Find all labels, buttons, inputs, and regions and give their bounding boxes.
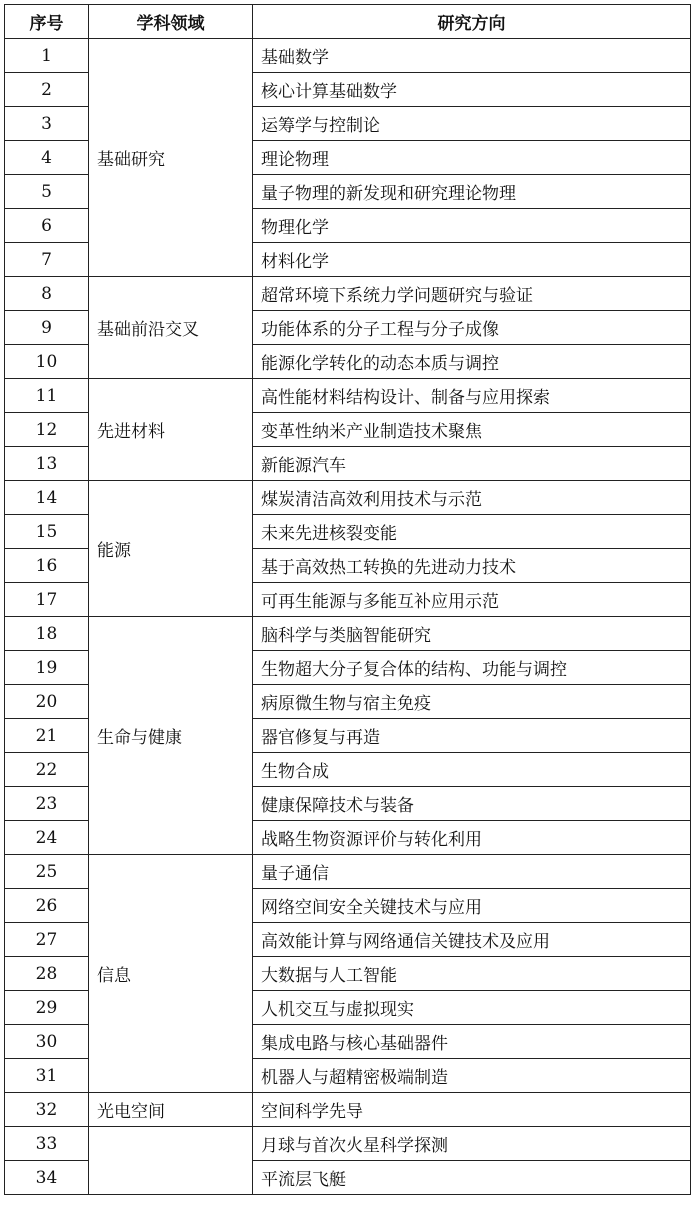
field-cell <box>89 1127 253 1195</box>
field-cell: 光电空间 <box>89 1093 253 1127</box>
research-directions-table <box>4 4 691 1195</box>
research-table-container <box>4 4 690 1195</box>
row-index-cell: 30 <box>5 1025 89 1059</box>
table-row <box>5 1093 691 1127</box>
direction-cell: 可再生能源与多能互补应用示范 <box>253 583 691 617</box>
direction-cell: 理论物理 <box>253 141 691 175</box>
row-index-cell: 11 <box>5 379 89 413</box>
table-row <box>5 39 691 73</box>
row-index-cell: 1 <box>5 39 89 73</box>
row-index-cell: 16 <box>5 549 89 583</box>
direction-cell: 运筹学与控制论 <box>253 107 691 141</box>
header-field: 学科领域 <box>89 5 253 39</box>
direction-cell: 生物超大分子复合体的结构、功能与调控 <box>253 651 691 685</box>
row-index-cell: 34 <box>5 1161 89 1195</box>
direction-cell: 高效能计算与网络通信关键技术及应用 <box>253 923 691 957</box>
direction-cell: 网络空间安全关键技术与应用 <box>253 889 691 923</box>
direction-cell: 脑科学与类脑智能研究 <box>253 617 691 651</box>
direction-cell: 平流层飞艇 <box>253 1161 691 1195</box>
direction-cell: 生物合成 <box>253 753 691 787</box>
field-cell: 生命与健康 <box>89 617 253 855</box>
direction-cell: 战略生物资源评价与转化利用 <box>253 821 691 855</box>
row-index-cell: 9 <box>5 311 89 345</box>
direction-cell: 超常环境下系统力学问题研究与验证 <box>253 277 691 311</box>
direction-cell: 大数据与人工智能 <box>253 957 691 991</box>
direction-cell: 基于高效热工转换的先进动力技术 <box>253 549 691 583</box>
direction-cell: 病原微生物与宿主免疫 <box>253 685 691 719</box>
row-index-cell: 29 <box>5 991 89 1025</box>
row-index-cell: 27 <box>5 923 89 957</box>
row-index-cell: 15 <box>5 515 89 549</box>
row-index-cell: 32 <box>5 1093 89 1127</box>
row-index-cell: 13 <box>5 447 89 481</box>
direction-cell: 量子物理的新发现和研究理论物理 <box>253 175 691 209</box>
row-index-cell: 25 <box>5 855 89 889</box>
direction-cell: 器官修复与再造 <box>253 719 691 753</box>
direction-cell: 功能体系的分子工程与分子成像 <box>253 311 691 345</box>
row-index-cell: 33 <box>5 1127 89 1161</box>
direction-cell: 月球与首次火星科学探测 <box>253 1127 691 1161</box>
direction-cell: 煤炭清洁高效利用技术与示范 <box>253 481 691 515</box>
field-cell: 基础前沿交叉 <box>89 277 253 379</box>
row-index-cell: 22 <box>5 753 89 787</box>
field-cell: 信息 <box>89 855 253 1093</box>
field-cell: 先进材料 <box>89 379 253 481</box>
row-index-cell: 4 <box>5 141 89 175</box>
direction-cell: 新能源汽车 <box>253 447 691 481</box>
table-header-row <box>5 5 691 39</box>
table-row <box>5 379 691 413</box>
row-index-cell: 14 <box>5 481 89 515</box>
header-index: 序号 <box>5 5 89 39</box>
row-index-cell: 28 <box>5 957 89 991</box>
direction-cell: 基础数学 <box>253 39 691 73</box>
row-index-cell: 18 <box>5 617 89 651</box>
row-index-cell: 10 <box>5 345 89 379</box>
row-index-cell: 6 <box>5 209 89 243</box>
row-index-cell: 19 <box>5 651 89 685</box>
row-index-cell: 20 <box>5 685 89 719</box>
field-cell: 基础研究 <box>89 39 253 277</box>
direction-cell: 物理化学 <box>253 209 691 243</box>
table-row <box>5 1127 691 1161</box>
direction-cell: 人机交互与虚拟现实 <box>253 991 691 1025</box>
direction-cell: 材料化学 <box>253 243 691 277</box>
row-index-cell: 17 <box>5 583 89 617</box>
row-index-cell: 3 <box>5 107 89 141</box>
field-cell: 能源 <box>89 481 253 617</box>
table-row <box>5 855 691 889</box>
row-index-cell: 8 <box>5 277 89 311</box>
direction-cell: 高性能材料结构设计、制备与应用探索 <box>253 379 691 413</box>
direction-cell: 机器人与超精密极端制造 <box>253 1059 691 1093</box>
direction-cell: 空间科学先导 <box>253 1093 691 1127</box>
row-index-cell: 24 <box>5 821 89 855</box>
direction-cell: 核心计算基础数学 <box>253 73 691 107</box>
row-index-cell: 26 <box>5 889 89 923</box>
header-direction: 研究方向 <box>253 5 691 39</box>
direction-cell: 能源化学转化的动态本质与调控 <box>253 345 691 379</box>
direction-cell: 健康保障技术与装备 <box>253 787 691 821</box>
row-index-cell: 7 <box>5 243 89 277</box>
direction-cell: 集成电路与核心基础器件 <box>253 1025 691 1059</box>
row-index-cell: 21 <box>5 719 89 753</box>
table-row <box>5 481 691 515</box>
direction-cell: 未来先进核裂变能 <box>253 515 691 549</box>
row-index-cell: 12 <box>5 413 89 447</box>
table-row <box>5 277 691 311</box>
table-body <box>5 39 691 1195</box>
row-index-cell: 5 <box>5 175 89 209</box>
row-index-cell: 23 <box>5 787 89 821</box>
row-index-cell: 2 <box>5 73 89 107</box>
direction-cell: 变革性纳米产业制造技术聚焦 <box>253 413 691 447</box>
table-row <box>5 617 691 651</box>
row-index-cell: 31 <box>5 1059 89 1093</box>
direction-cell: 量子通信 <box>253 855 691 889</box>
